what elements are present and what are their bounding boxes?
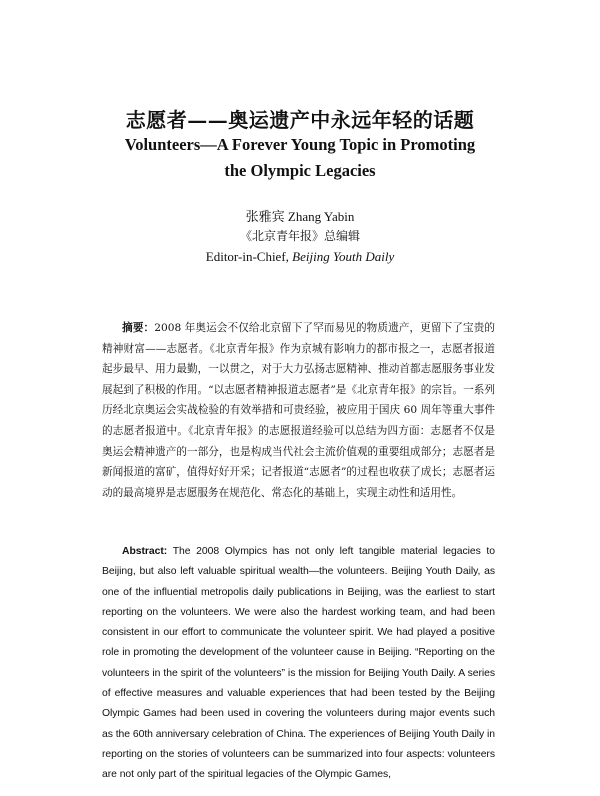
abstract-english bbox=[102, 542, 495, 786]
author-name: 张雅宾 Zhang Yabin bbox=[245, 209, 355, 224]
abstract-chinese-text: 2008 年奥运会不仅给北京留下了罕而易见的物质遗产，更留下了宝贵的精神财富——志愿者。《北京青年报》作为京城有影响力的都市报之一，志愿者报道起步最早、用力最勤，一以贯之，对于大力弘扬志愿精神、推动首都志愿服务事业发展起到了积极的作用。“以志愿者精神报道志愿者”是《北京青年报》的宗旨。一系列历经北京奥运会实战检验的有效举措和可贵经验，被应用于国庆 60 周年等重大事件的志愿者报道中。《北京青年报》的志愿报道经验可以总结为四方面：志愿者不仅是奥运会精神遗产的一部分，也是构成当代社会主流价值观的重要组成部分；志愿者是新闻报道的富矿，值得好好开采；记者报道“志愿者”的过程也收获了成长；志愿者运动的最高境界是志愿服务在规范化、常态化的基础上，实现主动性和适用性。 bbox=[102, 322, 496, 499]
abstract-english-label: Abstract: bbox=[122, 546, 168, 557]
author-position-chinese: 《北京青年报》总编辑 bbox=[239, 229, 360, 243]
abstract-chinese-label: 摘要： bbox=[122, 322, 155, 334]
title-chinese: 志愿者——奥运遗产中永远年轻的话题 bbox=[125, 108, 475, 132]
abstract-chinese bbox=[102, 318, 495, 503]
author-position-prefix: Editor-in-Chief, bbox=[205, 249, 293, 264]
title-english-line-2: the Olympic Legacies bbox=[224, 161, 376, 180]
title-english bbox=[0, 132, 600, 184]
abstract-english-text: The 2008 Olympics has not only left tangible material legacies to Beijing, but also left valuable spiritual wealth—the volunteers. Beijing Youth Daily, as one of the influential metropolis daily publications in Beijing, was the earliest to start reporting on the volunteers. We were also the hardest working team, and had been consistent in our effort to communicate the volunteer spirit. We had played a positive role in promoting the development of the volunteer cause in Beijing. “Reporting on the volunteers in the spirit of the volunteers” is the mission for Beijing Youth Daily. A series of effective measures and valuable experiences that had been tested by the Beijing Olympic Games had been used in covering the volunteers during major events such as the 60th anniversary celebration of China. The experiences of Beijing Youth Daily in reporting on the stories of volunteers can be summarized into four aspects: volunteers are not only part of the spiritual legacies of the Olympic Games, bbox=[102, 546, 495, 781]
author-position-paper: Beijing Youth Daily bbox=[292, 249, 395, 264]
title-english-line-1: Volunteers—A Forever Young Topic in Promoting bbox=[124, 135, 476, 154]
author-position-english bbox=[0, 249, 600, 265]
